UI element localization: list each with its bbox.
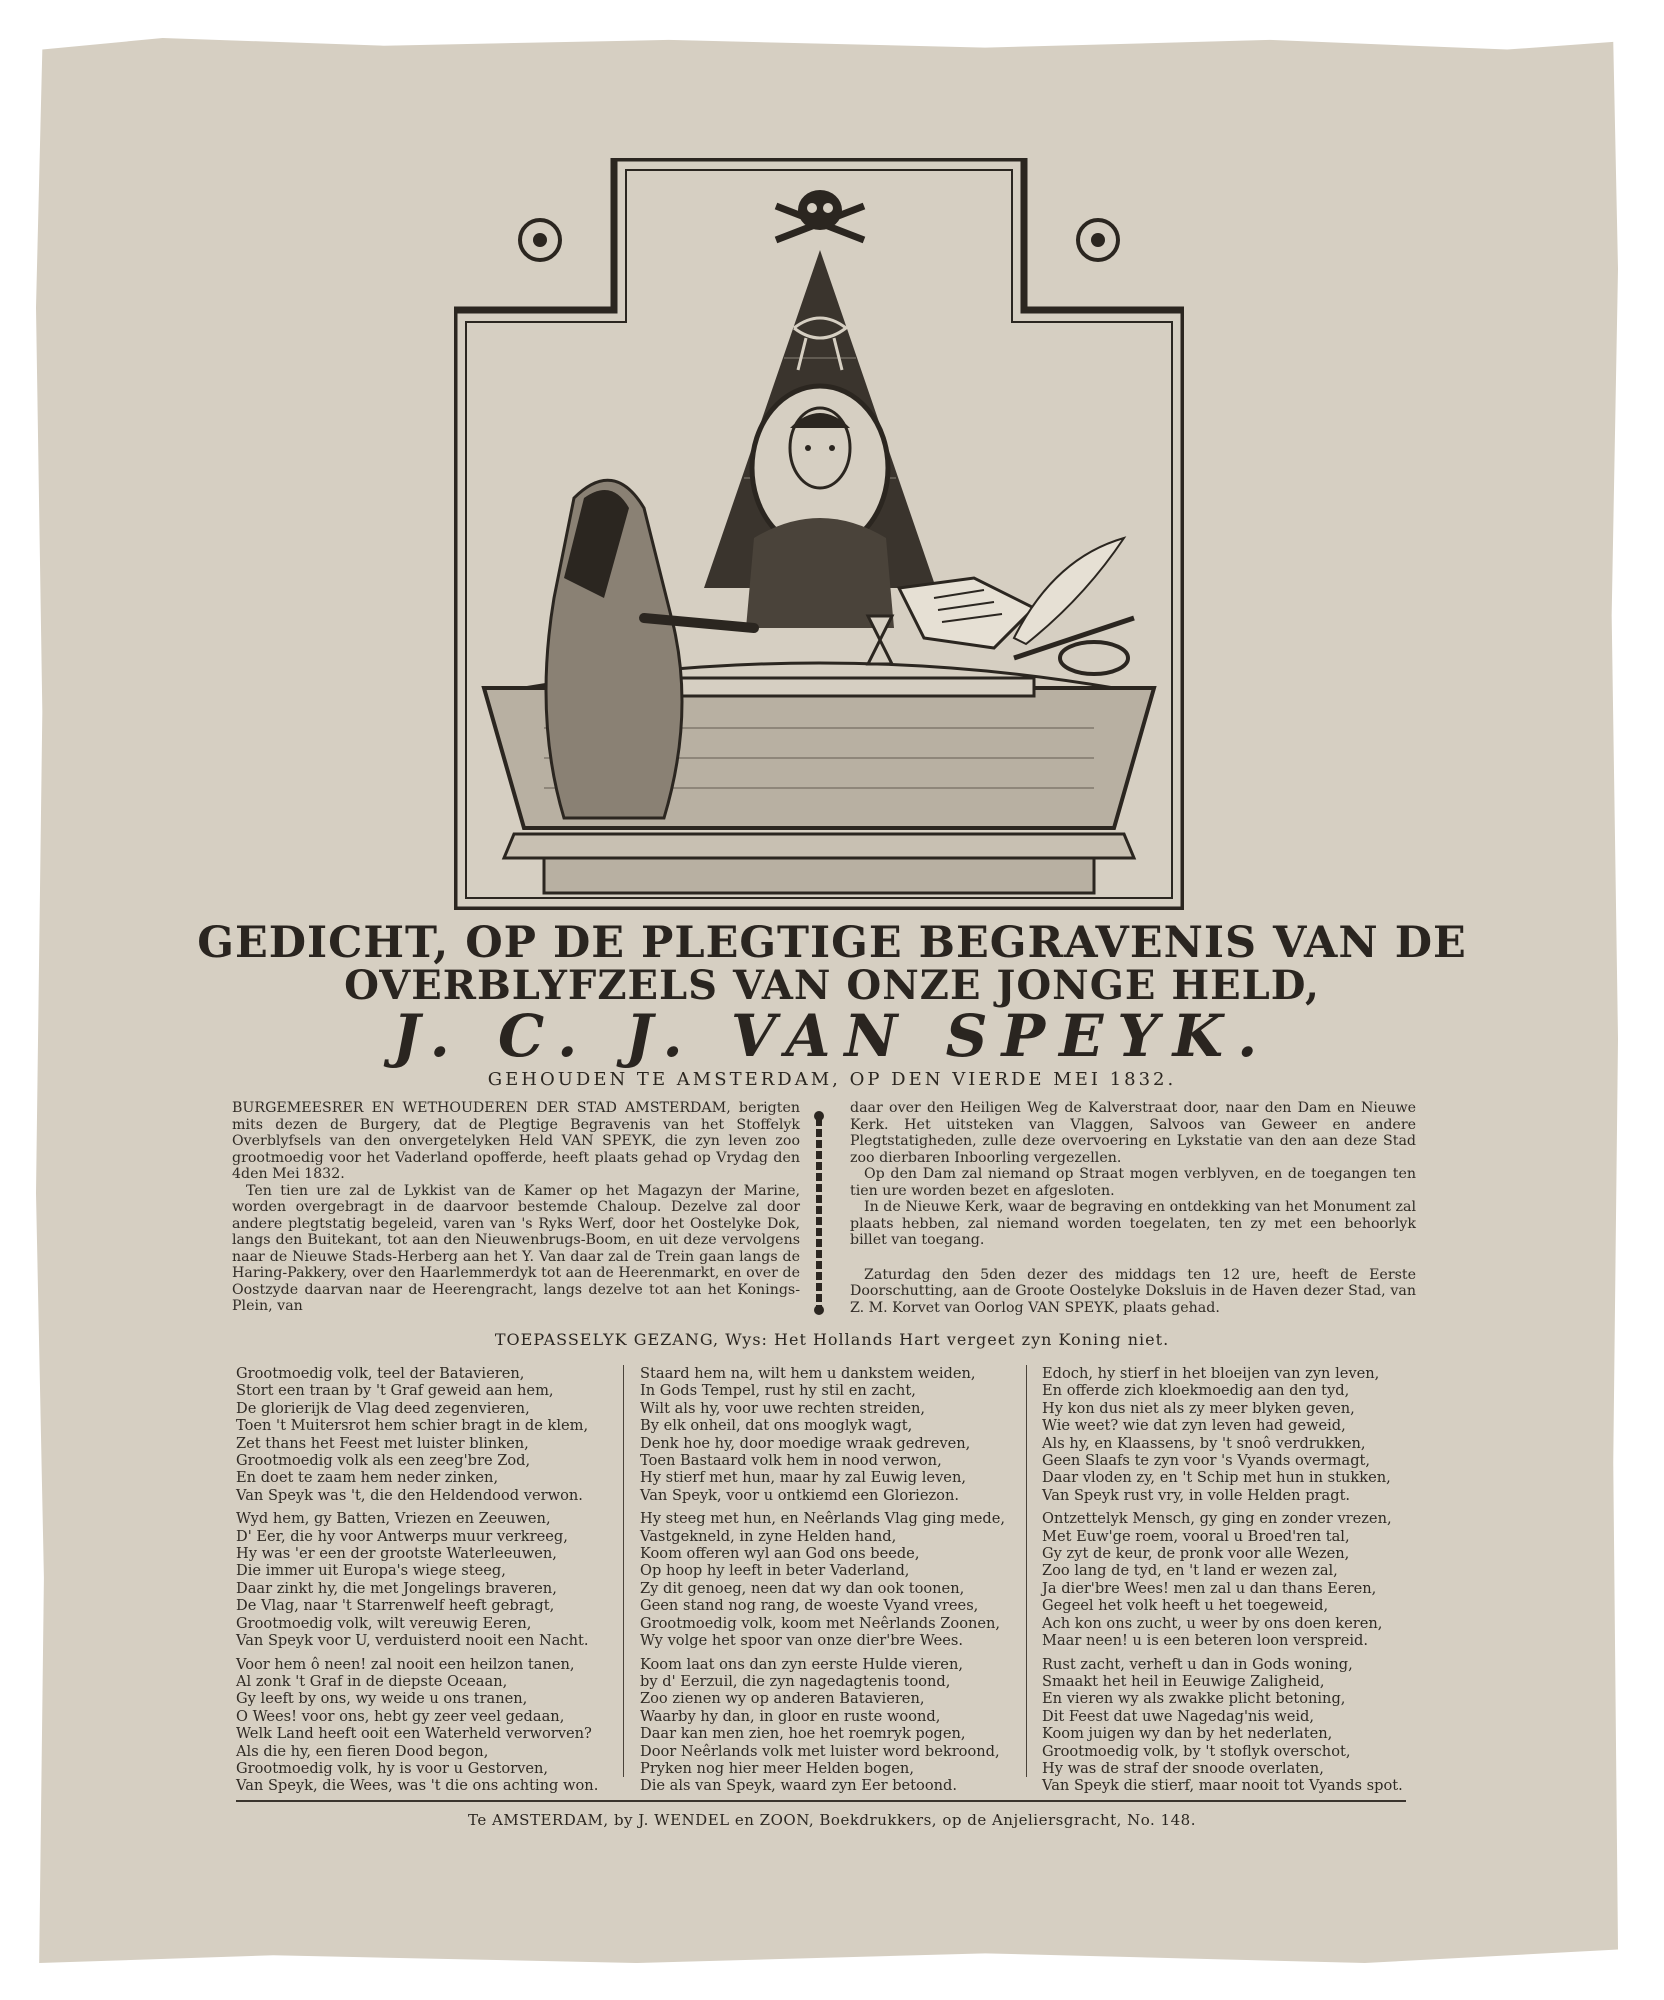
song-heading: TOEPASSELYK GEZANG, Wys: Het Hollands Hart vergeet zyn Koning niet. bbox=[494, 1330, 1170, 1349]
verse-line: En doet te zaam hem neder zinken, bbox=[236, 1469, 499, 1487]
notice-paragraph: In de Nieuwe Kerk, waar de begraving en ontdekking van het Monument zal plaats hebben, zal niemand worden toegelaten, ten zy met een behoorlyk billet van toegang. bbox=[850, 1199, 1416, 1248]
verse-line: Ach kon ons zucht, u weer by ons doen keren, bbox=[1042, 1614, 1383, 1632]
verse-line: Met Euw'ge roem, vooral u Broed'ren tal, bbox=[1042, 1527, 1350, 1545]
verse-line: Op hoop hy leeft in beter Vaderland, bbox=[640, 1562, 910, 1580]
verse-line: Pryken nog hier meer Helden bogen, bbox=[640, 1759, 914, 1777]
verse-line: Koom offeren wyl aan God ons beede, bbox=[640, 1545, 920, 1563]
rosette-right bbox=[1078, 220, 1118, 260]
notice-paragraph: daar over den Heiligen Weg de Kalverstraat door, naar den Dam en Nieuwe Kerk. Het uitsteken van Vlaggen, Salvoos van Geweer en andere Plegtstatigheden, zulle deze overvoering en Lykstatie van den aan deze Stad zoo dierbaren Inboorling vergezellen. bbox=[850, 1100, 1416, 1166]
verse-line: De glorierijk de Vlag deed zegenvieren, bbox=[236, 1399, 530, 1417]
verse-line: Toen 't Muitersrot hem schier bragt in de klem, bbox=[236, 1417, 589, 1435]
verse-line: Waarby hy dan, in gloor en ruste woond, bbox=[640, 1707, 941, 1725]
verse-line: Welk Land heeft ooit een Waterheld verworven? bbox=[236, 1725, 592, 1743]
woodcut-illustration bbox=[454, 158, 1184, 910]
footer-rule bbox=[236, 1800, 1406, 1802]
verse-line: Wyd hem, gy Batten, Vriezen en Zeeuwen, bbox=[236, 1510, 551, 1528]
verse-line: Hy kon dus niet als zy meer blyken geven, bbox=[1042, 1399, 1355, 1417]
verse-line: Wy volge het spoor van onze dier'bre Wees. bbox=[640, 1632, 964, 1650]
notice-right-column bbox=[850, 1100, 1416, 1316]
verse-line: Zy dit genoeg, neen dat wy dan ook toonen, bbox=[640, 1579, 965, 1597]
verse-line: Van Speyk die stierf, maar nooit tot Vyands spot. bbox=[1042, 1777, 1403, 1795]
verse-line: Dit Feest dat uwe Nagedag'nis weid, bbox=[1042, 1707, 1314, 1725]
verse-line: Zoo zienen wy op anderen Batavieren, bbox=[640, 1690, 925, 1708]
notice-paragraph: Op den Dam zal niemand op Straat mogen verblyven, en de toegangen ten tien ure worden bezet en afgesloten. bbox=[850, 1166, 1416, 1199]
verse-line: En vieren wy als zwakke plicht betoning, bbox=[1042, 1690, 1346, 1708]
verse-line: Van Speyk voor U, verduisterd nooit een Nacht. bbox=[236, 1632, 589, 1650]
printer-imprint: Te AMSTERDAM, by J. WENDEL en ZOON, Boekdrukkers, op de Anjeliersgracht, No. 148. bbox=[468, 1811, 1196, 1829]
verse-line: Daar kan men zien, hoe het roemryk pogen, bbox=[640, 1725, 966, 1743]
rope-divider-ornament bbox=[812, 1108, 826, 1318]
portrait-medallion bbox=[746, 386, 894, 628]
verse-line: En offerde zich kloekmoedig aan den tyd, bbox=[1042, 1382, 1350, 1400]
verse-line: Door Neêrlands volk met luister word bekroond, bbox=[640, 1742, 1000, 1760]
verse-line: Gy zyt de keur, de pronk voor alle Wezen, bbox=[1042, 1545, 1350, 1563]
verse-line: Die immer uit Europa's wiege steeg, bbox=[236, 1562, 506, 1580]
verse-line: Grootmoedig volk, teel der Batavieren, bbox=[236, 1365, 525, 1382]
verse-line: Geen Slaafs te zyn voor 's Vyands overmagt, bbox=[1042, 1452, 1371, 1470]
verse-line: Koom laat ons dan zyn eerste Hulde vieren, bbox=[640, 1655, 963, 1673]
verse-line: D' Eer, die hy voor Antwerps muur verkreeg, bbox=[236, 1527, 568, 1545]
hourglass-icon bbox=[868, 616, 892, 664]
verse-line: Hy was 'er een der grootste Waterleeuwen, bbox=[236, 1545, 557, 1563]
memorial-engraving bbox=[454, 158, 1184, 910]
verse-line: De Vlag, naar 't Starrenwelf heeft gebragt, bbox=[236, 1597, 555, 1615]
verse-line: Grootmoedig volk, koom met Neêrlands Zoonen, bbox=[640, 1614, 1001, 1632]
verse-line: O Wees! voor ons, hebt gy zeer veel gedaan, bbox=[236, 1707, 565, 1725]
verse-line: Gegeel het volk heeft u het toegeweid, bbox=[1042, 1597, 1329, 1615]
notice-left-column bbox=[232, 1100, 800, 1315]
verse-line: Denk hoe hy, door moedige wraak gedreven, bbox=[640, 1434, 971, 1452]
verse-line: In Gods Tempel, rust hy stil en zacht, bbox=[640, 1382, 916, 1400]
verse-line: Wie weet? wie dat zyn leven had geweid, bbox=[1042, 1417, 1346, 1435]
rosette-left bbox=[520, 220, 560, 260]
verse-line: Die als van Speyk, waard zyn Eer betoond. bbox=[640, 1777, 957, 1795]
verse-line: Daar zinkt hy, die met Jongelings braveren, bbox=[236, 1579, 557, 1597]
verse-line: Als die hy, een fieren Dood begon, bbox=[236, 1742, 489, 1760]
verse-column-3 bbox=[1042, 1365, 1403, 1795]
verse-line: Toen Bastaard volk hem in nood verwon, bbox=[640, 1452, 942, 1470]
verse-column-1 bbox=[236, 1365, 598, 1795]
verse-line: Wilt als hy, voor uwe rechten streiden, bbox=[640, 1399, 926, 1417]
verse-line: Als hy, en Klaassens, by 't snoô verdrukken, bbox=[1042, 1434, 1366, 1452]
verse-line: Gy leeft by ons, wy weide u ons tranen, bbox=[236, 1690, 528, 1708]
verse-line: Van Speyk, die Wees, was 't die ons achting won. bbox=[236, 1777, 599, 1795]
notice-paragraph: Ten tien ure zal de Lykkist van de Kamer op het Magazyn der Marine, worden overgebragt in de daarvoor bestemde Chaloup. Dezelve zal door andere plegtstatig begeleid, varen van 's Ryks Werf, door het Oostelyke Dok, langs den Buitekant, tot aan den Nieuwenbrugs-Boom, en uit deze vervolgens naar de Nieuwe Stads-Herberg aan het Y. Van daar zal de Trein gaan langs de Haring-Pakkery, over den Haarlemmerdyk tot aan de Heerenmarkt, en over de Oostzyde daarvan naar de Heerengracht, langs dezelve tot aan het Konings-Plein, van bbox=[232, 1182, 800, 1314]
verse-line: Grootmoedig volk, hy is voor u Gestorven, bbox=[236, 1759, 549, 1777]
verse-line: Hy steeg met hun, en Neêrlands Vlag ging mede, bbox=[640, 1510, 1005, 1528]
verse-line: Geen stand nog rang, de woeste Vyand vrees, bbox=[640, 1597, 979, 1615]
notice-paragraph: BURGEMEESRER EN WETHOUDEREN DER STAD AMSTERDAM, berigten mits dezen de Burgery, dat de Plegtige Begravenis van het Stoffelyk Overblyfsels van den onvergetelyken Held VAN SPEYK, die zyn leven zoo grootmoedig voor het Vaderland opofferde, heeft plaats gehad op Vrydag den 4den Mei 1832. bbox=[232, 1100, 800, 1182]
notice-paragraph: Zaturdag den 5den dezer des middags ten 12 ure, heeft de Eerste Doorschutting, aan de Groote Oostelyke Doksluis in de Haven dezer Stad, van Z. M. Korvet van Oorlog VAN SPEYK, plaats gehad. bbox=[850, 1266, 1416, 1316]
verse-line: Van Speyk, voor u ontkiemd een Gloriezon. bbox=[640, 1486, 959, 1504]
verse-column-2 bbox=[640, 1365, 1005, 1795]
skull-crossbones-icon bbox=[776, 190, 864, 240]
verse-line: Zoo lang de tyd, en 't land er wezen zal, bbox=[1042, 1562, 1338, 1580]
verse-line: Al zonk 't Graf in de diepste Oceaan, bbox=[236, 1672, 508, 1690]
verse-line: Smaakt het heil in Eeuwige Zaligheid, bbox=[1042, 1672, 1325, 1690]
title-line-1: GEDICHT, OP DE PLEGTIGE BEGRAVENIS VAN DE bbox=[197, 918, 1467, 968]
verse-line: Hy was de straf der snoode overlaten, bbox=[1042, 1759, 1324, 1777]
verse-line: Grootmoedig volk als een zeeg'bre Zod, bbox=[236, 1452, 531, 1470]
subtitle-date: GEHOUDEN TE AMSTERDAM, OP DEN VIERDE MEI 1832. bbox=[487, 1069, 1177, 1090]
verse-line: Daar vloden zy, en 't Schip met hun in stukken, bbox=[1042, 1469, 1391, 1487]
verse-line: Rust zacht, verheft u dan in Gods woning, bbox=[1042, 1655, 1353, 1673]
verse-line: By elk onheil, dat ons mooglyk wagt, bbox=[640, 1417, 913, 1435]
title-line-3-hero-name: J. C. J. VAN SPEYK. bbox=[392, 1002, 1272, 1070]
verse-line: Van Speyk rust vry, in volle Helden pragt. bbox=[1042, 1486, 1351, 1504]
verse-line: Ja dier'bre Wees! men zal u dan thans Eeren, bbox=[1042, 1579, 1377, 1597]
verse-line: Koom juigen wy dan by het nederlaten, bbox=[1042, 1725, 1333, 1743]
verse-line: Grootmoedig volk, wilt vereuwig Eeren, bbox=[236, 1614, 532, 1632]
verse-line: Maar neen! u is een beteren loon verspreid. bbox=[1042, 1632, 1369, 1650]
verse-line: Voor hem ô neen! zal nooit een heilzon tanen, bbox=[236, 1655, 575, 1673]
verse-line: Grootmoedig volk, by 't stoflyk overschot, bbox=[1042, 1742, 1351, 1760]
column-divider bbox=[623, 1365, 624, 1777]
verse-line: by d' Eerzuil, die zyn nagedagtenis toond, bbox=[640, 1672, 951, 1690]
verse-line: Staard hem na, wilt hem u dankstem weiden, bbox=[640, 1365, 976, 1382]
verse-line: Vastgekneld, in zyne Helden hand, bbox=[640, 1527, 897, 1545]
verse-line: Edoch, hy stierf in het bloeijen van zyn leven, bbox=[1042, 1365, 1380, 1382]
column-divider bbox=[1026, 1365, 1027, 1777]
title-line-2: OVERBLYFZELS VAN ONZE JONGE HELD, bbox=[344, 962, 1320, 1009]
verse-line: Van Speyk was 't, die den Heldendood verwon. bbox=[236, 1486, 583, 1504]
verse-line: Ontzettelyk Mensch, gy ging en zonder vrezen, bbox=[1042, 1510, 1392, 1528]
verse-line: Stort een traan by 't Graf geweid aan hem, bbox=[236, 1382, 554, 1400]
verse-line: Hy stierf met hun, maar hy zal Euwig leven, bbox=[640, 1469, 966, 1487]
verse-line: Zet thans het Feest met luister blinken, bbox=[236, 1434, 529, 1452]
